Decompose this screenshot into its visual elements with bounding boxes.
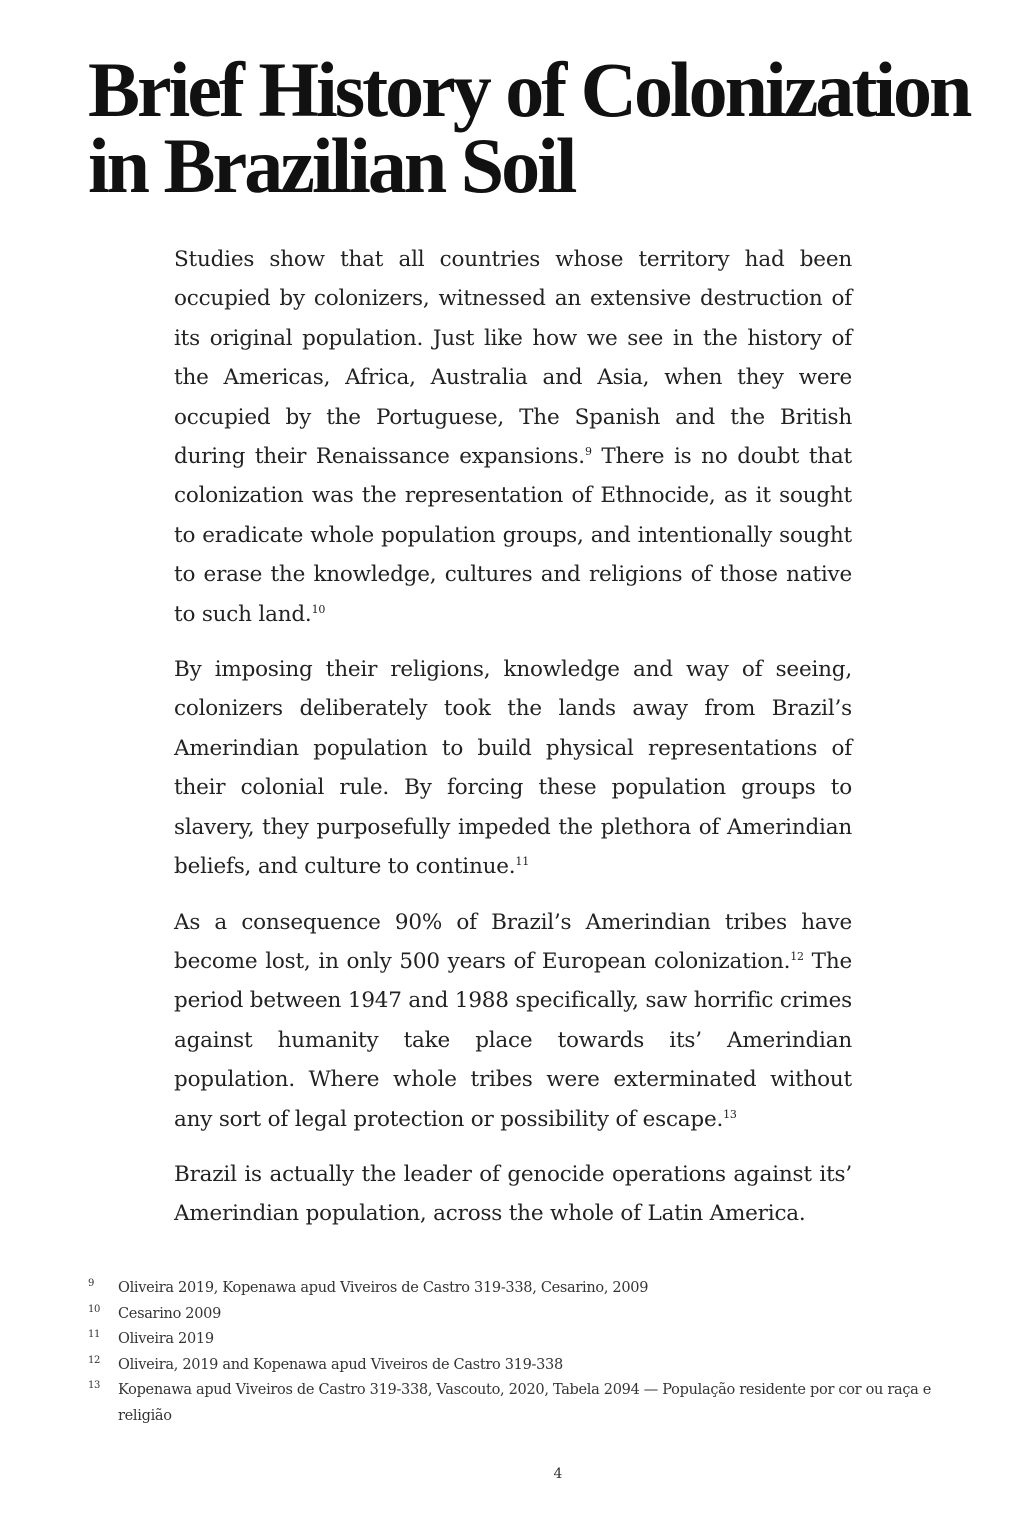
footnote-ref-9: 9 (584, 444, 592, 458)
footnote-number: 12 (88, 1354, 101, 1366)
footnote-item (88, 1276, 938, 1302)
paragraph-4-text: Brazil is actually the leader of genocide operations against its’ Amerindian population, across the whole of Latin America. (174, 1161, 852, 1227)
page-title (88, 46, 970, 209)
footnote-item (88, 1327, 938, 1353)
footnote-ref-12: 12 (790, 949, 804, 963)
page-title-line-1: Brief History of Colonization (88, 46, 970, 133)
footnote-text: Oliveira 2019 (118, 1331, 214, 1347)
footnote-ref-11: 11 (515, 854, 529, 868)
paragraph-3-text-continued: The period between 1947 and 1988 specifically, saw horrific crimes against humanity take place towards its’ Amerindian population. Where whole tribes were exterminated without any sort of legal protection or possibility of escape. (174, 948, 853, 1132)
paragraph-2-text: By imposing their religions, knowledge and way of seeing, colonizers deliberately took the lands away from Brazil’s Amerindian population to build physical representations of their colonial rule. By forcing these population groups to slavery, they purposefully impeded the plethora of Amerindian beliefs, and culture to continue. (174, 657, 852, 880)
footnote-number: 9 (88, 1278, 95, 1289)
footnote-item (88, 1353, 938, 1379)
page-title-line-2: in Brazilian Soil (88, 122, 575, 209)
footnote-item (88, 1302, 938, 1328)
paragraph-4 (174, 1155, 852, 1234)
footnote-item (88, 1378, 938, 1429)
footnote-text: Oliveira, 2019 and Kopenawa apud Viveiros de Castro 319-338 (118, 1356, 563, 1373)
footnote-number: 10 (88, 1303, 101, 1315)
body-text (174, 240, 852, 1250)
page-number: 4 (553, 1466, 563, 1482)
footnote-number: 11 (88, 1329, 101, 1340)
footnotes (88, 1276, 938, 1429)
paragraph-3-text: As a consequence 90% of Brazil’s Amerindian tribes have become lost, in only 500 years of European colonization. (174, 909, 852, 974)
paragraph-2 (174, 650, 852, 886)
paragraph-1-text-continued: There is no doubt that colonization was the representation of Ethnocide, as it sought to eradicate whole population groups, and intentionally sought to erase the knowledge, cultures and religions of those native to such land. (174, 444, 852, 627)
paragraph-1 (174, 240, 852, 634)
footnote-text: Cesarino 2009 (118, 1305, 222, 1322)
paragraph-3 (174, 903, 852, 1139)
footnote-text: Kopenawa apud Viveiros de Castro 319-338, Vascouto, 2020, Tabela 2094 — População residente por cor ou raça e religião (118, 1382, 932, 1424)
paragraph-1-text: Studies show that all countries whose territory had been occupied by colonizers, witnessed an extensive destruction of its original population. Just like how we see in the history of the Americas, Africa, Australia and Asia, when they were occupied by the Portuguese, The Spanish and the British during their Renaissance expansions. (174, 247, 852, 470)
footnote-ref-13: 13 (723, 1107, 737, 1121)
footnote-text: Oliveira 2019, Kopenawa apud Viveiros de Castro 319-338, Cesarino, 2009 (118, 1280, 649, 1296)
footnote-number: 13 (88, 1380, 101, 1391)
footnote-ref-10: 10 (311, 602, 326, 616)
